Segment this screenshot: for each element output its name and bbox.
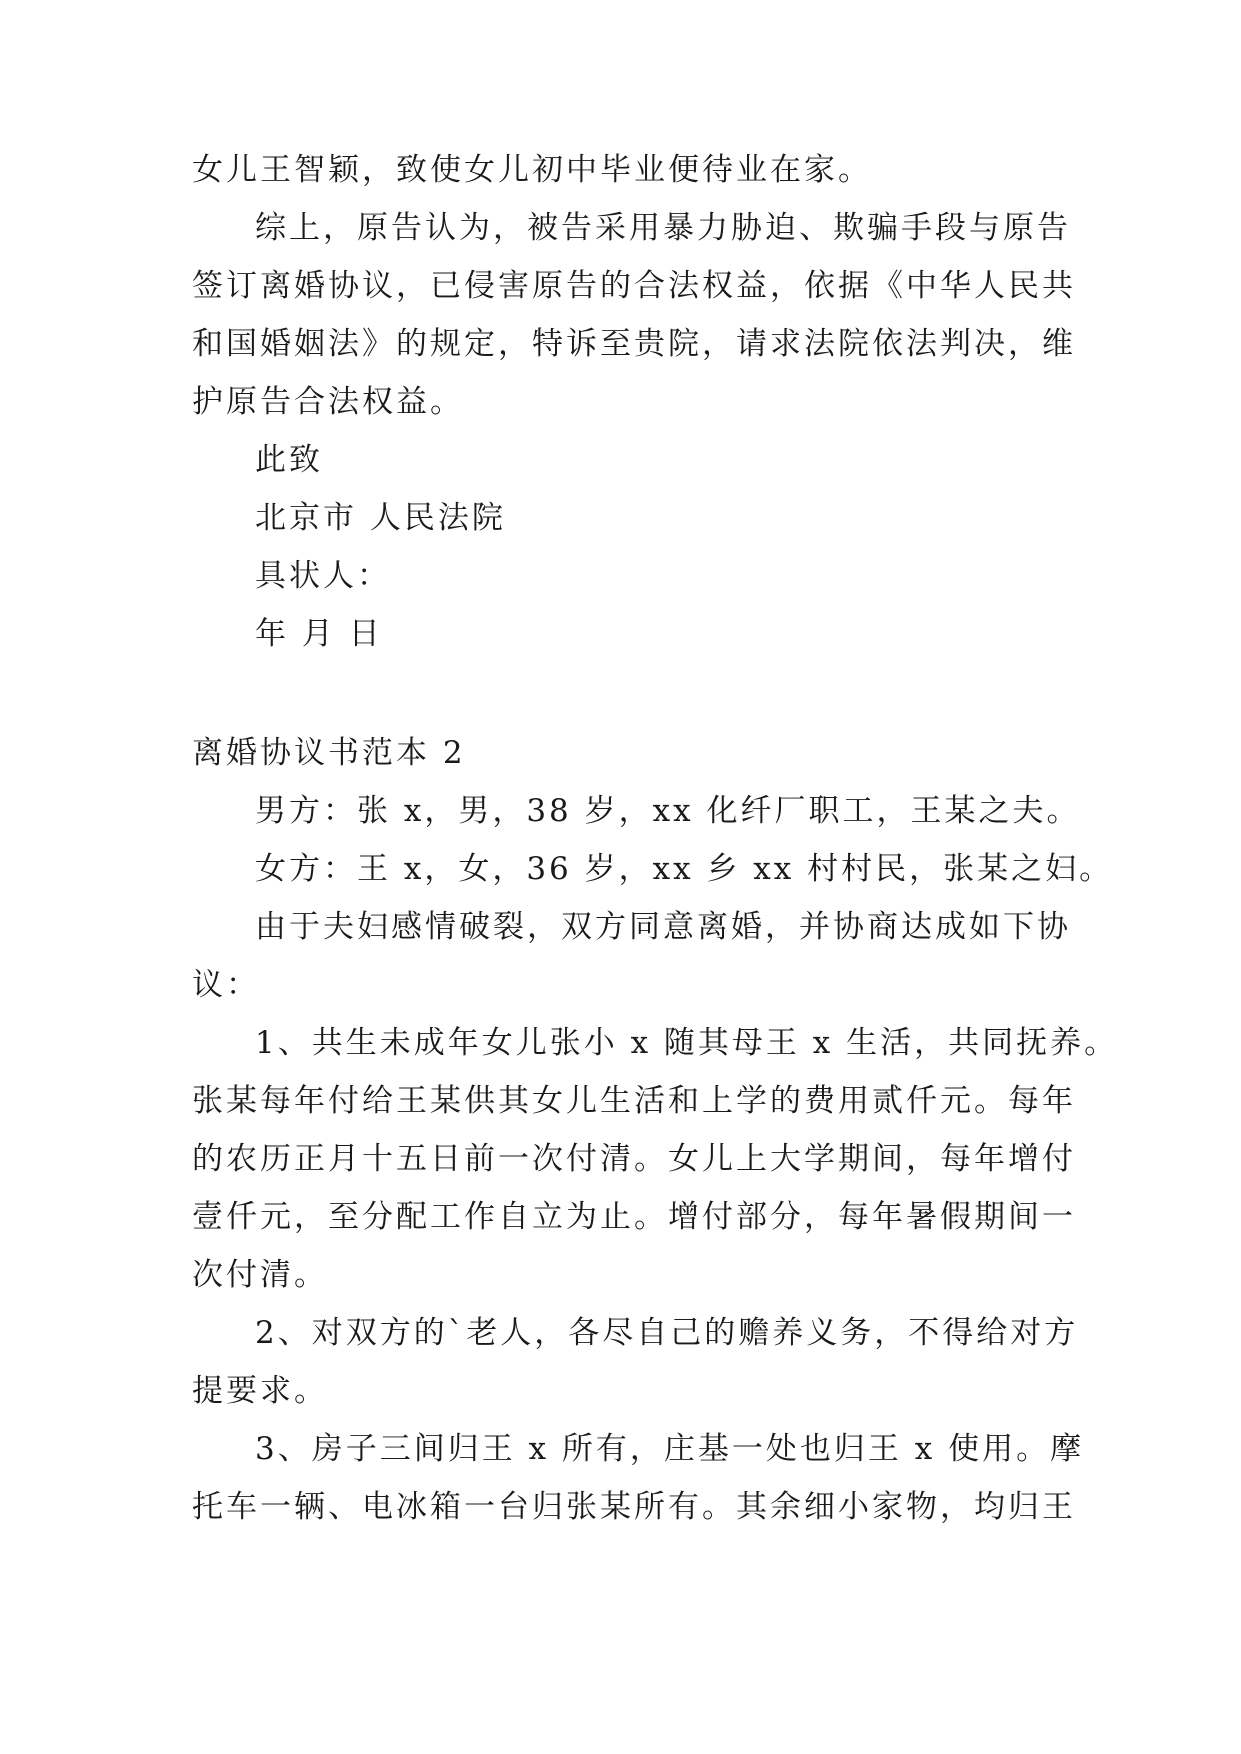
clause-1-line: 张某每年付给王某供其女儿生活和上学的费用贰仟元。每年 bbox=[192, 1083, 1076, 1119]
paragraph-line: 女儿王智颖，致使女儿初中毕业便待业在家。 bbox=[192, 152, 872, 188]
addressee: 北京市 人民法院 bbox=[255, 500, 506, 536]
paragraph-line: 签订离婚协议，已侵害原告的合法权益，依据《中华人民共 bbox=[192, 268, 1076, 304]
clause-3-line: 托车一辆、电冰箱一台归张某所有。其余细小家物，均归王 bbox=[192, 1489, 1076, 1525]
section-title: 离婚协议书范本 2 bbox=[192, 735, 466, 771]
clause-1-line: 的农历正月十五日前一次付清。女儿上大学期间，每年增付 bbox=[192, 1141, 1076, 1177]
paragraph-line: 护原告合法权益。 bbox=[192, 384, 464, 420]
clause-2-line: 提要求。 bbox=[192, 1373, 328, 1409]
date-label: 年 月 日 bbox=[255, 616, 383, 652]
paragraph-line: 综上，原告认为，被告采用暴力胁迫、欺骗手段与原告 bbox=[255, 210, 1071, 246]
signatory-label: 具状人： bbox=[255, 558, 391, 594]
clause-1-line: 1、共生未成年女儿张小 x 随其母王 x 生活，共同抚养。 bbox=[255, 1025, 1119, 1061]
party-female: 女方：王 x，女，36 岁，xx 乡 xx 村村民，张某之妇。 bbox=[255, 851, 1114, 887]
closing-salutation: 此致 bbox=[255, 442, 323, 478]
clause-1-line: 壹仟元，至分配工作自立为止。增付部分，每年暑假期间一 bbox=[192, 1199, 1076, 1235]
paragraph-line: 和国婚姻法》的规定，特诉至贵院，请求法院依法判决，维 bbox=[192, 326, 1076, 362]
party-male: 男方：张 x，男，38 岁，xx 化纤厂职工，王某之夫。 bbox=[255, 793, 1081, 829]
paragraph-line: 议： bbox=[192, 967, 260, 1003]
clause-3-line: 3、房子三间归王 x 所有，庄基一处也归王 x 使用。摩 bbox=[255, 1431, 1085, 1467]
clause-2-line: 2、对双方的`老人，各尽自己的赡养义务，不得给对方 bbox=[255, 1315, 1079, 1351]
clause-1-line: 次付清。 bbox=[192, 1257, 328, 1293]
paragraph-line: 由于夫妇感情破裂，双方同意离婚，并协商达成如下协 bbox=[255, 909, 1071, 945]
